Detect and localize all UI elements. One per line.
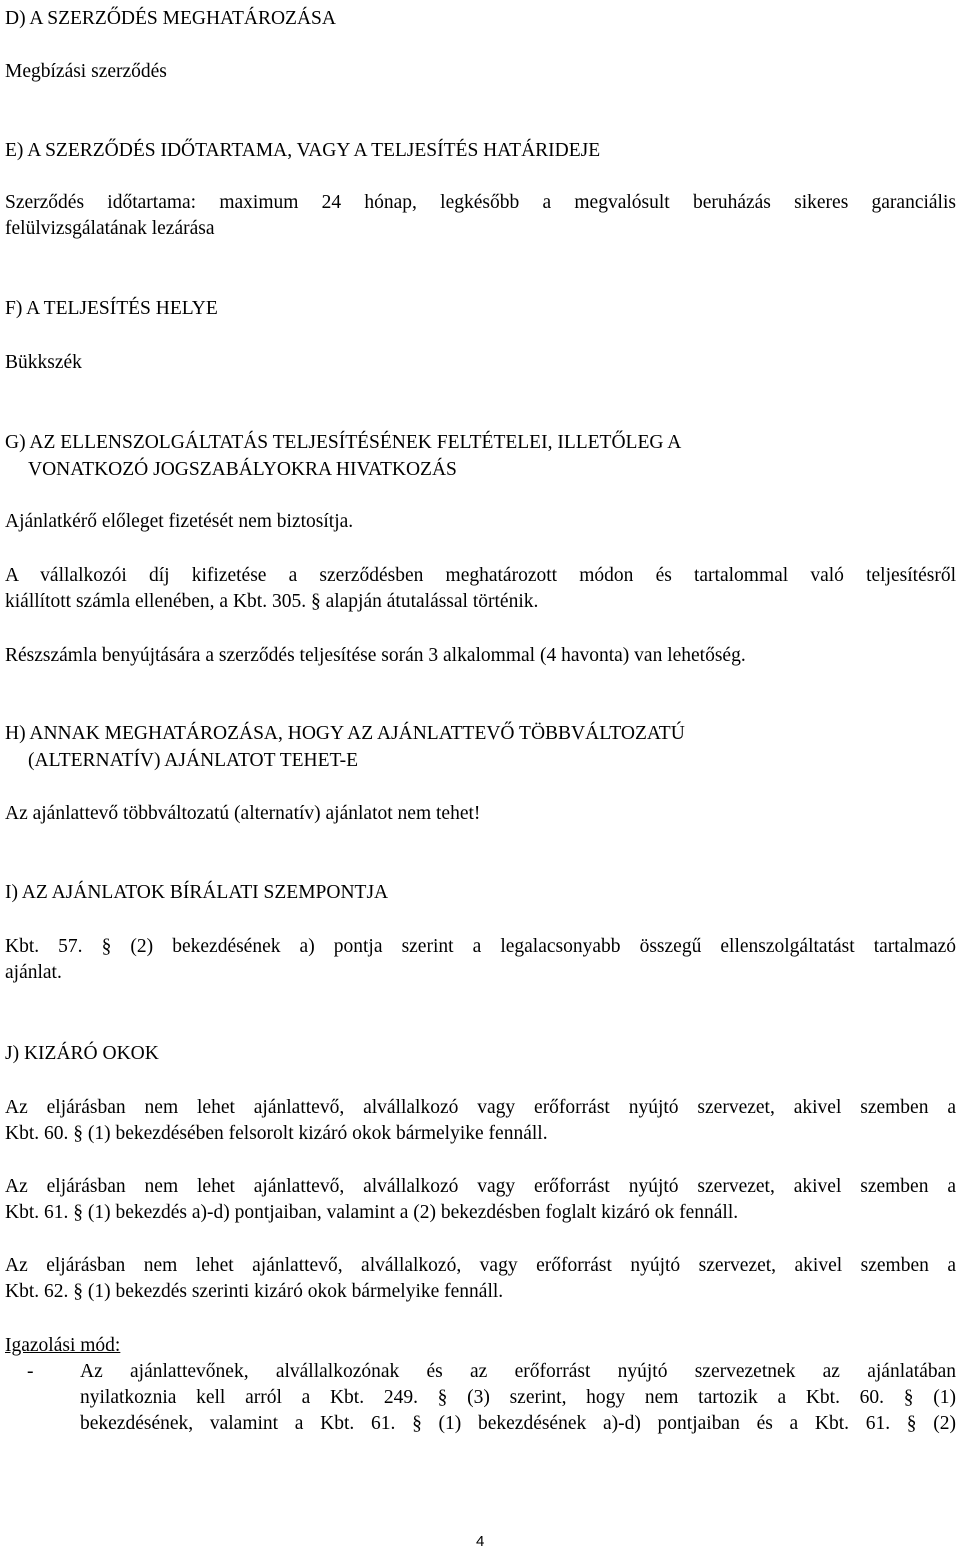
section-e-text-line1: Szerződés időtartama: maximum 24 hónap, legkésőbb a megvalósult beruházás sikeres garanciális	[5, 192, 956, 213]
section-g-paragraph-2-line2: kiállított számla ellenében, a Kbt. 305. § alapján átutalással történik.	[5, 591, 539, 612]
section-i-text-line2: ajánlat.	[5, 962, 62, 983]
section-f-heading: F) A TELJESÍTÉS HELYE	[5, 298, 218, 319]
section-i-text-line1: Kbt. 57. § (2) bekezdésének a) pontja szerint a legalacsonyabb összegű ellenszolgáltatást tartalmazó	[5, 936, 956, 957]
page-number: 4	[476, 1533, 485, 1550]
section-g-paragraph-2-line1: A vállalkozói díj kifizetése a szerződésben meghatározott módon és tartalommal való teljesítésről	[5, 565, 956, 586]
section-g-heading-line2: VONATKOZÓ JOGSZABÁLYOKRA HIVATKOZÁS	[28, 459, 457, 480]
section-g-paragraph-3: Részszámla benyújtására a szerződés teljesítése során 3 alkalommal (4 havonta) van lehetőség.	[5, 645, 746, 666]
list-item-line1: Az ajánlattevőnek, alvállalkozónak és az erőforrást nyújtó szervezetnek az ajánlatában	[80, 1361, 956, 1382]
section-h-heading-line2: (ALTERNATÍV) AJÁNLATOT TEHET-E	[28, 750, 359, 771]
section-e-heading: E) A SZERZŐDÉS IDŐTARTAMA, VAGY A TELJESÍTÉS HATÁRIDEJE	[5, 140, 601, 161]
section-g-heading-line1: G) AZ ELLENSZOLGÁLTATÁS TELJESÍTÉSÉNEK FELTÉTELEI, ILLETŐLEG A	[5, 432, 682, 453]
section-i-heading: I) AZ AJÁNLATOK BÍRÁLATI SZEMPONTJA	[5, 882, 389, 903]
section-h-text: Az ajánlattevő többváltozatú (alternatív) ajánlatot nem tehet!	[5, 803, 481, 824]
section-j-paragraph-3-line2: Kbt. 62. § (1) bekezdés szerinti kizáró okok bármelyike fennáll.	[5, 1281, 504, 1302]
section-j-paragraph-1-line2: Kbt. 60. § (1) bekezdésében felsorolt kizáró okok bármelyike fennáll.	[5, 1123, 548, 1144]
list-bullet: -	[27, 1361, 34, 1382]
section-j-paragraph-3-line1: Az eljárásban nem lehet ajánlattevő, alvállalkozó, vagy erőforrást nyújtó szervezet, akivel szemben a	[5, 1255, 956, 1276]
section-j-heading: J) KIZÁRÓ OKOK	[5, 1043, 159, 1064]
section-j-paragraph-2-line1: Az eljárásban nem lehet ajánlattevő, alvállalkozó vagy erőforrást nyújtó szervezet, akivel szemben a	[5, 1176, 956, 1197]
list-item-line3: bekezdésének, valamint a Kbt. 61. § (1) bekezdésének a)-d) pontjaiban és a Kbt. 61. § (2)	[80, 1413, 956, 1434]
section-d-text: Megbízási szerződés	[5, 61, 167, 82]
section-h-heading-line1: H) ANNAK MEGHATÁROZÁSA, HOGY AZ AJÁNLATTEVŐ TÖBBVÁLTOZATÚ	[5, 723, 685, 744]
list-item-line2: nyilatkoznia kell arról a Kbt. 249. § (3) szerint, hogy nem tartozik a Kbt. 60. § (1)	[80, 1387, 956, 1408]
proof-method-label: Igazolási mód:	[5, 1335, 121, 1356]
section-d-heading: D) A SZERZŐDÉS MEGHATÁROZÁSA	[5, 8, 336, 29]
section-f-text: Bükkszék	[5, 352, 82, 373]
section-j-paragraph-2-line2: Kbt. 61. § (1) bekezdés a)-d) pontjaiban, valamint a (2) bekezdésben foglalt kizáró ok fennáll.	[5, 1202, 739, 1223]
section-j-paragraph-1-line1: Az eljárásban nem lehet ajánlattevő, alvállalkozó vagy erőforrást nyújtó szervezet, akivel szemben a	[5, 1097, 956, 1118]
section-g-paragraph-1: Ajánlatkérő előleget fizetését nem biztosítja.	[5, 511, 354, 532]
section-e-text-line2: felülvizsgálatának lezárása	[5, 218, 215, 239]
